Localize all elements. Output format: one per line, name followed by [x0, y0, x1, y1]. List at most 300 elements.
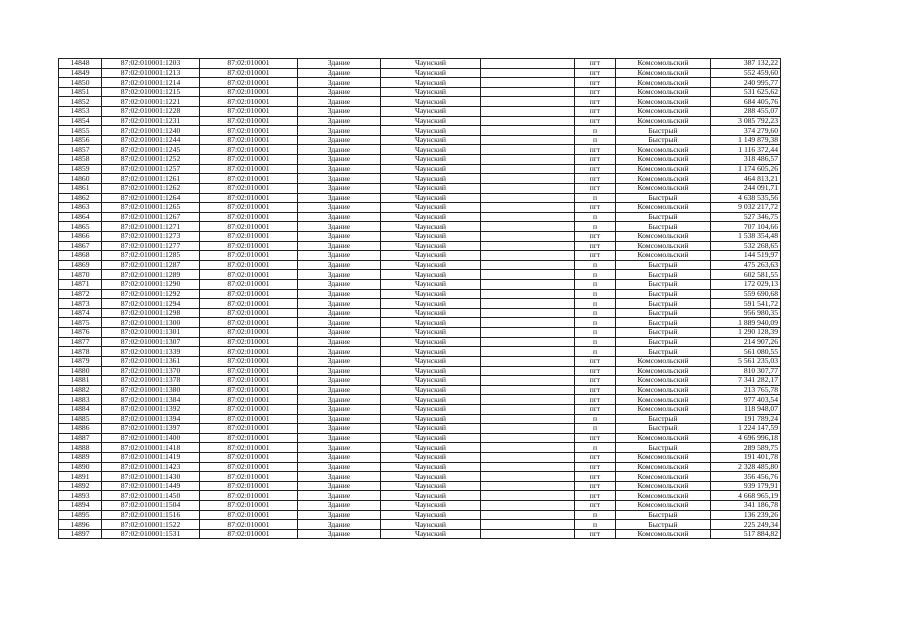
district-cell: Чаунский	[381, 203, 481, 213]
cadastral-number-cell: 87:02:010001:1273	[102, 231, 200, 241]
object-type-cell: Здание	[298, 328, 381, 338]
cadastral-value-cell: 144 519,97	[711, 251, 781, 261]
cadastral-block-cell: 87:02:010001	[200, 308, 298, 318]
object-type-cell: Здание	[298, 414, 381, 424]
row-number-cell: 14889	[59, 452, 102, 462]
table-row	[59, 501, 781, 511]
table-row	[59, 472, 781, 482]
settlement-name-cell: Быстрый	[616, 260, 711, 270]
cadastral-value-cell: 684 405,76	[711, 97, 781, 107]
object-type-cell: Здание	[298, 337, 381, 347]
district-cell: Чаунский	[381, 270, 481, 280]
settlement-name-cell: Быстрый	[616, 337, 711, 347]
district-cell: Чаунский	[381, 318, 481, 328]
cadastral-block-cell: 87:02:010001	[200, 270, 298, 280]
table-row	[59, 404, 781, 414]
settlement-type-cell: пгт	[575, 452, 616, 462]
cadastral-block-cell: 87:02:010001	[200, 356, 298, 366]
table-row	[59, 481, 781, 491]
cadastral-number-cell: 87:02:010001:1294	[102, 299, 200, 309]
empty-cell	[481, 491, 575, 501]
table-row	[59, 337, 781, 347]
object-type-cell: Здание	[298, 193, 381, 203]
table-row	[59, 385, 781, 395]
cadastral-block-cell: 87:02:010001	[200, 260, 298, 270]
cadastral-number-cell: 87:02:010001:1277	[102, 241, 200, 251]
row-number-cell: 14853	[59, 107, 102, 117]
cadastral-block-cell: 87:02:010001	[200, 337, 298, 347]
table-row	[59, 308, 781, 318]
settlement-name-cell: Быстрый	[616, 222, 711, 232]
cadastral-block-cell: 87:02:010001	[200, 529, 298, 539]
table-row	[59, 424, 781, 434]
table-row	[59, 126, 781, 136]
row-number-cell: 14868	[59, 251, 102, 261]
cadastral-block-cell: 87:02:010001	[200, 376, 298, 386]
cadastral-number-cell: 87:02:010001:1392	[102, 404, 200, 414]
table-row	[59, 520, 781, 530]
settlement-name-cell: Комсомольский	[616, 462, 711, 472]
table-row	[59, 414, 781, 424]
empty-cell	[481, 68, 575, 78]
cadastral-number-cell: 87:02:010001:1271	[102, 222, 200, 232]
settlement-type-cell: пгт	[575, 78, 616, 88]
cadastral-block-cell: 87:02:010001	[200, 501, 298, 511]
cadastral-number-cell: 87:02:010001:1449	[102, 481, 200, 491]
cadastral-block-cell: 87:02:010001	[200, 366, 298, 376]
settlement-type-cell: пгт	[575, 395, 616, 405]
district-cell: Чаунский	[381, 443, 481, 453]
table-row	[59, 183, 781, 193]
cadastral-value-cell: 5 561 235,03	[711, 356, 781, 366]
empty-cell	[481, 87, 575, 97]
district-cell: Чаунский	[381, 462, 481, 472]
settlement-type-cell: п	[575, 328, 616, 338]
row-number-cell: 14860	[59, 174, 102, 184]
table-row	[59, 174, 781, 184]
object-type-cell: Здание	[298, 472, 381, 482]
empty-cell	[481, 462, 575, 472]
empty-cell	[481, 260, 575, 270]
settlement-type-cell: п	[575, 222, 616, 232]
district-cell: Чаунский	[381, 289, 481, 299]
settlement-type-cell: пгт	[575, 231, 616, 241]
settlement-name-cell: Быстрый	[616, 270, 711, 280]
settlement-type-cell: п	[575, 135, 616, 145]
district-cell: Чаунский	[381, 241, 481, 251]
empty-cell	[481, 222, 575, 232]
cadastral-value-cell: 374 279,60	[711, 126, 781, 136]
settlement-name-cell: Комсомольский	[616, 376, 711, 386]
cadastral-block-cell: 87:02:010001	[200, 433, 298, 443]
table-row	[59, 251, 781, 261]
row-number-cell: 14875	[59, 318, 102, 328]
cadastral-block-cell: 87:02:010001	[200, 510, 298, 520]
settlement-name-cell: Комсомольский	[616, 68, 711, 78]
district-cell: Чаунский	[381, 520, 481, 530]
settlement-type-cell: пгт	[575, 97, 616, 107]
cadastral-value-cell: 1 174 605,26	[711, 164, 781, 174]
table-row	[59, 260, 781, 270]
empty-cell	[481, 126, 575, 136]
settlement-type-cell: пгт	[575, 376, 616, 386]
row-number-cell: 14849	[59, 68, 102, 78]
cadastral-number-cell: 87:02:010001:1203	[102, 59, 200, 69]
cadastral-value-cell: 289 589,75	[711, 443, 781, 453]
table-row	[59, 97, 781, 107]
empty-cell	[481, 510, 575, 520]
object-type-cell: Здание	[298, 107, 381, 117]
table-body	[59, 59, 781, 539]
object-type-cell: Здание	[298, 126, 381, 136]
object-type-cell: Здание	[298, 424, 381, 434]
empty-cell	[481, 443, 575, 453]
object-type-cell: Здание	[298, 97, 381, 107]
cadastral-number-cell: 87:02:010001:1264	[102, 193, 200, 203]
settlement-name-cell: Комсомольский	[616, 164, 711, 174]
settlement-type-cell: п	[575, 337, 616, 347]
settlement-name-cell: Комсомольский	[616, 472, 711, 482]
settlement-type-cell: п	[575, 443, 616, 453]
object-type-cell: Здание	[298, 404, 381, 414]
empty-cell	[481, 308, 575, 318]
cadastral-value-cell: 288 455,07	[711, 107, 781, 117]
empty-cell	[481, 414, 575, 424]
district-cell: Чаунский	[381, 87, 481, 97]
settlement-type-cell: п	[575, 280, 616, 290]
object-type-cell: Здание	[298, 385, 381, 395]
cadastral-block-cell: 87:02:010001	[200, 231, 298, 241]
district-cell: Чаунский	[381, 59, 481, 69]
settlement-name-cell: Комсомольский	[616, 116, 711, 126]
settlement-type-cell: пгт	[575, 59, 616, 69]
cadastral-value-cell: 4 638 535,56	[711, 193, 781, 203]
district-cell: Чаунский	[381, 222, 481, 232]
settlement-name-cell: Быстрый	[616, 135, 711, 145]
settlement-name-cell: Комсомольский	[616, 385, 711, 395]
cadastral-value-cell: 4 668 965,19	[711, 491, 781, 501]
district-cell: Чаунский	[381, 299, 481, 309]
table-row	[59, 59, 781, 69]
cadastral-value-table	[58, 58, 781, 539]
settlement-type-cell: п	[575, 289, 616, 299]
cadastral-block-cell: 87:02:010001	[200, 135, 298, 145]
district-cell: Чаунский	[381, 116, 481, 126]
object-type-cell: Здание	[298, 318, 381, 328]
cadastral-number-cell: 87:02:010001:1380	[102, 385, 200, 395]
settlement-type-cell: п	[575, 520, 616, 530]
cadastral-number-cell: 87:02:010001:1430	[102, 472, 200, 482]
row-number-cell: 14858	[59, 155, 102, 165]
cadastral-block-cell: 87:02:010001	[200, 424, 298, 434]
table-row	[59, 280, 781, 290]
empty-cell	[481, 183, 575, 193]
object-type-cell: Здание	[298, 308, 381, 318]
cadastral-block-cell: 87:02:010001	[200, 251, 298, 261]
object-type-cell: Здание	[298, 260, 381, 270]
cadastral-block-cell: 87:02:010001	[200, 318, 298, 328]
empty-cell	[481, 356, 575, 366]
object-type-cell: Здание	[298, 59, 381, 69]
cadastral-value-cell: 213 765,78	[711, 385, 781, 395]
cadastral-block-cell: 87:02:010001	[200, 193, 298, 203]
object-type-cell: Здание	[298, 155, 381, 165]
settlement-type-cell: пгт	[575, 155, 616, 165]
district-cell: Чаунский	[381, 366, 481, 376]
object-type-cell: Здание	[298, 116, 381, 126]
district-cell: Чаунский	[381, 414, 481, 424]
row-number-cell: 14856	[59, 135, 102, 145]
settlement-name-cell: Быстрый	[616, 347, 711, 357]
cadastral-value-cell: 3 085 792,23	[711, 116, 781, 126]
table-row	[59, 318, 781, 328]
settlement-name-cell: Быстрый	[616, 280, 711, 290]
settlement-type-cell: п	[575, 212, 616, 222]
table-row	[59, 116, 781, 126]
row-number-cell: 14885	[59, 414, 102, 424]
object-type-cell: Здание	[298, 280, 381, 290]
cadastral-block-cell: 87:02:010001	[200, 289, 298, 299]
object-type-cell: Здание	[298, 203, 381, 213]
table-row	[59, 491, 781, 501]
cadastral-value-cell: 810 307,77	[711, 366, 781, 376]
district-cell: Чаунский	[381, 308, 481, 318]
row-number-cell: 14854	[59, 116, 102, 126]
table-row	[59, 270, 781, 280]
table-row	[59, 135, 781, 145]
row-number-cell: 14863	[59, 203, 102, 213]
object-type-cell: Здание	[298, 452, 381, 462]
row-number-cell: 14855	[59, 126, 102, 136]
settlement-name-cell: Комсомольский	[616, 529, 711, 539]
settlement-name-cell: Комсомольский	[616, 231, 711, 241]
settlement-name-cell: Комсомольский	[616, 107, 711, 117]
cadastral-number-cell: 87:02:010001:1384	[102, 395, 200, 405]
object-type-cell: Здание	[298, 462, 381, 472]
empty-cell	[481, 424, 575, 434]
settlement-name-cell: Быстрый	[616, 308, 711, 318]
cadastral-number-cell: 87:02:010001:1531	[102, 529, 200, 539]
object-type-cell: Здание	[298, 491, 381, 501]
object-type-cell: Здание	[298, 481, 381, 491]
empty-cell	[481, 231, 575, 241]
district-cell: Чаунский	[381, 376, 481, 386]
table-row	[59, 462, 781, 472]
cadastral-block-cell: 87:02:010001	[200, 404, 298, 414]
settlement-type-cell: пгт	[575, 366, 616, 376]
settlement-name-cell: Быстрый	[616, 126, 711, 136]
settlement-name-cell: Быстрый	[616, 193, 711, 203]
cadastral-number-cell: 87:02:010001:1298	[102, 308, 200, 318]
cadastral-number-cell: 87:02:010001:1228	[102, 107, 200, 117]
cadastral-number-cell: 87:02:010001:1285	[102, 251, 200, 261]
row-number-cell: 14897	[59, 529, 102, 539]
district-cell: Чаунский	[381, 510, 481, 520]
table-row	[59, 78, 781, 88]
row-number-cell: 14884	[59, 404, 102, 414]
settlement-name-cell: Комсомольский	[616, 155, 711, 165]
cadastral-number-cell: 87:02:010001:1257	[102, 164, 200, 174]
empty-cell	[481, 116, 575, 126]
table-row	[59, 231, 781, 241]
row-number-cell: 14876	[59, 328, 102, 338]
empty-cell	[481, 299, 575, 309]
row-number-cell: 14883	[59, 395, 102, 405]
cadastral-number-cell: 87:02:010001:1215	[102, 87, 200, 97]
object-type-cell: Здание	[298, 510, 381, 520]
cadastral-value-cell: 531 625,62	[711, 87, 781, 97]
object-type-cell: Здание	[298, 501, 381, 511]
cadastral-value-cell: 214 907,26	[711, 337, 781, 347]
cadastral-value-cell: 1 224 147,59	[711, 424, 781, 434]
district-cell: Чаунский	[381, 212, 481, 222]
cadastral-number-cell: 87:02:010001:1265	[102, 203, 200, 213]
cadastral-value-cell: 244 091,71	[711, 183, 781, 193]
cadastral-number-cell: 87:02:010001:1221	[102, 97, 200, 107]
cadastral-number-cell: 87:02:010001:1244	[102, 135, 200, 145]
settlement-name-cell: Комсомольский	[616, 174, 711, 184]
table-row	[59, 356, 781, 366]
cadastral-number-cell: 87:02:010001:1231	[102, 116, 200, 126]
settlement-name-cell: Комсомольский	[616, 395, 711, 405]
cadastral-number-cell: 87:02:010001:1301	[102, 328, 200, 338]
settlement-type-cell: пгт	[575, 481, 616, 491]
table-row	[59, 510, 781, 520]
row-number-cell: 14882	[59, 385, 102, 395]
table-row	[59, 145, 781, 155]
cadastral-value-cell: 1 538 354,48	[711, 231, 781, 241]
cadastral-number-cell: 87:02:010001:1261	[102, 174, 200, 184]
cadastral-number-cell: 87:02:010001:1289	[102, 270, 200, 280]
table-row	[59, 155, 781, 165]
settlement-type-cell: пгт	[575, 241, 616, 251]
cadastral-block-cell: 87:02:010001	[200, 183, 298, 193]
cadastral-block-cell: 87:02:010001	[200, 491, 298, 501]
district-cell: Чаунский	[381, 68, 481, 78]
cadastral-value-cell: 1 889 940,09	[711, 318, 781, 328]
cadastral-value-cell: 552 459,60	[711, 68, 781, 78]
cadastral-number-cell: 87:02:010001:1418	[102, 443, 200, 453]
cadastral-block-cell: 87:02:010001	[200, 385, 298, 395]
cadastral-block-cell: 87:02:010001	[200, 299, 298, 309]
settlement-type-cell: п	[575, 193, 616, 203]
district-cell: Чаунский	[381, 183, 481, 193]
cadastral-number-cell: 87:02:010001:1245	[102, 145, 200, 155]
cadastral-block-cell: 87:02:010001	[200, 203, 298, 213]
row-number-cell: 14852	[59, 97, 102, 107]
settlement-name-cell: Комсомольский	[616, 491, 711, 501]
cadastral-number-cell: 87:02:010001:1252	[102, 155, 200, 165]
district-cell: Чаунский	[381, 472, 481, 482]
settlement-type-cell: пгт	[575, 174, 616, 184]
object-type-cell: Здание	[298, 183, 381, 193]
cadastral-value-cell: 2 328 485,80	[711, 462, 781, 472]
cadastral-block-cell: 87:02:010001	[200, 126, 298, 136]
cadastral-value-cell: 9 032 217,72	[711, 203, 781, 213]
cadastral-value-cell: 475 263,63	[711, 260, 781, 270]
settlement-type-cell: пгт	[575, 462, 616, 472]
row-number-cell: 14880	[59, 366, 102, 376]
cadastral-value-cell: 341 186,78	[711, 501, 781, 511]
row-number-cell: 14892	[59, 481, 102, 491]
object-type-cell: Здание	[298, 212, 381, 222]
cadastral-block-cell: 87:02:010001	[200, 164, 298, 174]
cadastral-value-cell: 561 080,55	[711, 347, 781, 357]
district-cell: Чаунский	[381, 78, 481, 88]
table-row	[59, 452, 781, 462]
settlement-name-cell: Комсомольский	[616, 251, 711, 261]
row-number-cell: 14888	[59, 443, 102, 453]
row-number-cell: 14895	[59, 510, 102, 520]
district-cell: Чаунский	[381, 97, 481, 107]
object-type-cell: Здание	[298, 529, 381, 539]
table-row	[59, 328, 781, 338]
row-number-cell: 14874	[59, 308, 102, 318]
cadastral-value-cell: 1 149 879,38	[711, 135, 781, 145]
settlement-type-cell: пгт	[575, 356, 616, 366]
settlement-name-cell: Быстрый	[616, 212, 711, 222]
cadastral-block-cell: 87:02:010001	[200, 87, 298, 97]
cadastral-number-cell: 87:02:010001:1397	[102, 424, 200, 434]
cadastral-block-cell: 87:02:010001	[200, 212, 298, 222]
object-type-cell: Здание	[298, 222, 381, 232]
settlement-name-cell: Быстрый	[616, 299, 711, 309]
settlement-type-cell: п	[575, 424, 616, 434]
table-row	[59, 87, 781, 97]
settlement-type-cell: п	[575, 347, 616, 357]
cadastral-value-cell: 4 696 996,18	[711, 433, 781, 443]
object-type-cell: Здание	[298, 68, 381, 78]
object-type-cell: Здание	[298, 270, 381, 280]
row-number-cell: 14862	[59, 193, 102, 203]
empty-cell	[481, 433, 575, 443]
settlement-name-cell: Быстрый	[616, 318, 711, 328]
object-type-cell: Здание	[298, 299, 381, 309]
district-cell: Чаунский	[381, 395, 481, 405]
table-row	[59, 529, 781, 539]
row-number-cell: 14857	[59, 145, 102, 155]
empty-cell	[481, 212, 575, 222]
settlement-type-cell: п	[575, 270, 616, 280]
cadastral-block-cell: 87:02:010001	[200, 452, 298, 462]
settlement-name-cell: Комсомольский	[616, 145, 711, 155]
settlement-type-cell: пгт	[575, 491, 616, 501]
table-row	[59, 366, 781, 376]
empty-cell	[481, 78, 575, 88]
cadastral-block-cell: 87:02:010001	[200, 155, 298, 165]
cadastral-number-cell: 87:02:010001:1307	[102, 337, 200, 347]
table-row	[59, 164, 781, 174]
settlement-type-cell: пгт	[575, 404, 616, 414]
empty-cell	[481, 404, 575, 414]
settlement-name-cell: Быстрый	[616, 424, 711, 434]
object-type-cell: Здание	[298, 356, 381, 366]
settlement-type-cell: пгт	[575, 433, 616, 443]
row-number-cell: 14881	[59, 376, 102, 386]
row-number-cell: 14886	[59, 424, 102, 434]
cadastral-number-cell: 87:02:010001:1450	[102, 491, 200, 501]
cadastral-block-cell: 87:02:010001	[200, 145, 298, 155]
empty-cell	[481, 520, 575, 530]
cadastral-block-cell: 87:02:010001	[200, 68, 298, 78]
cadastral-value-cell: 517 884,82	[711, 529, 781, 539]
empty-cell	[481, 289, 575, 299]
settlement-name-cell: Комсомольский	[616, 452, 711, 462]
object-type-cell: Здание	[298, 347, 381, 357]
cadastral-value-cell: 464 813,21	[711, 174, 781, 184]
table-row	[59, 395, 781, 405]
cadastral-block-cell: 87:02:010001	[200, 414, 298, 424]
